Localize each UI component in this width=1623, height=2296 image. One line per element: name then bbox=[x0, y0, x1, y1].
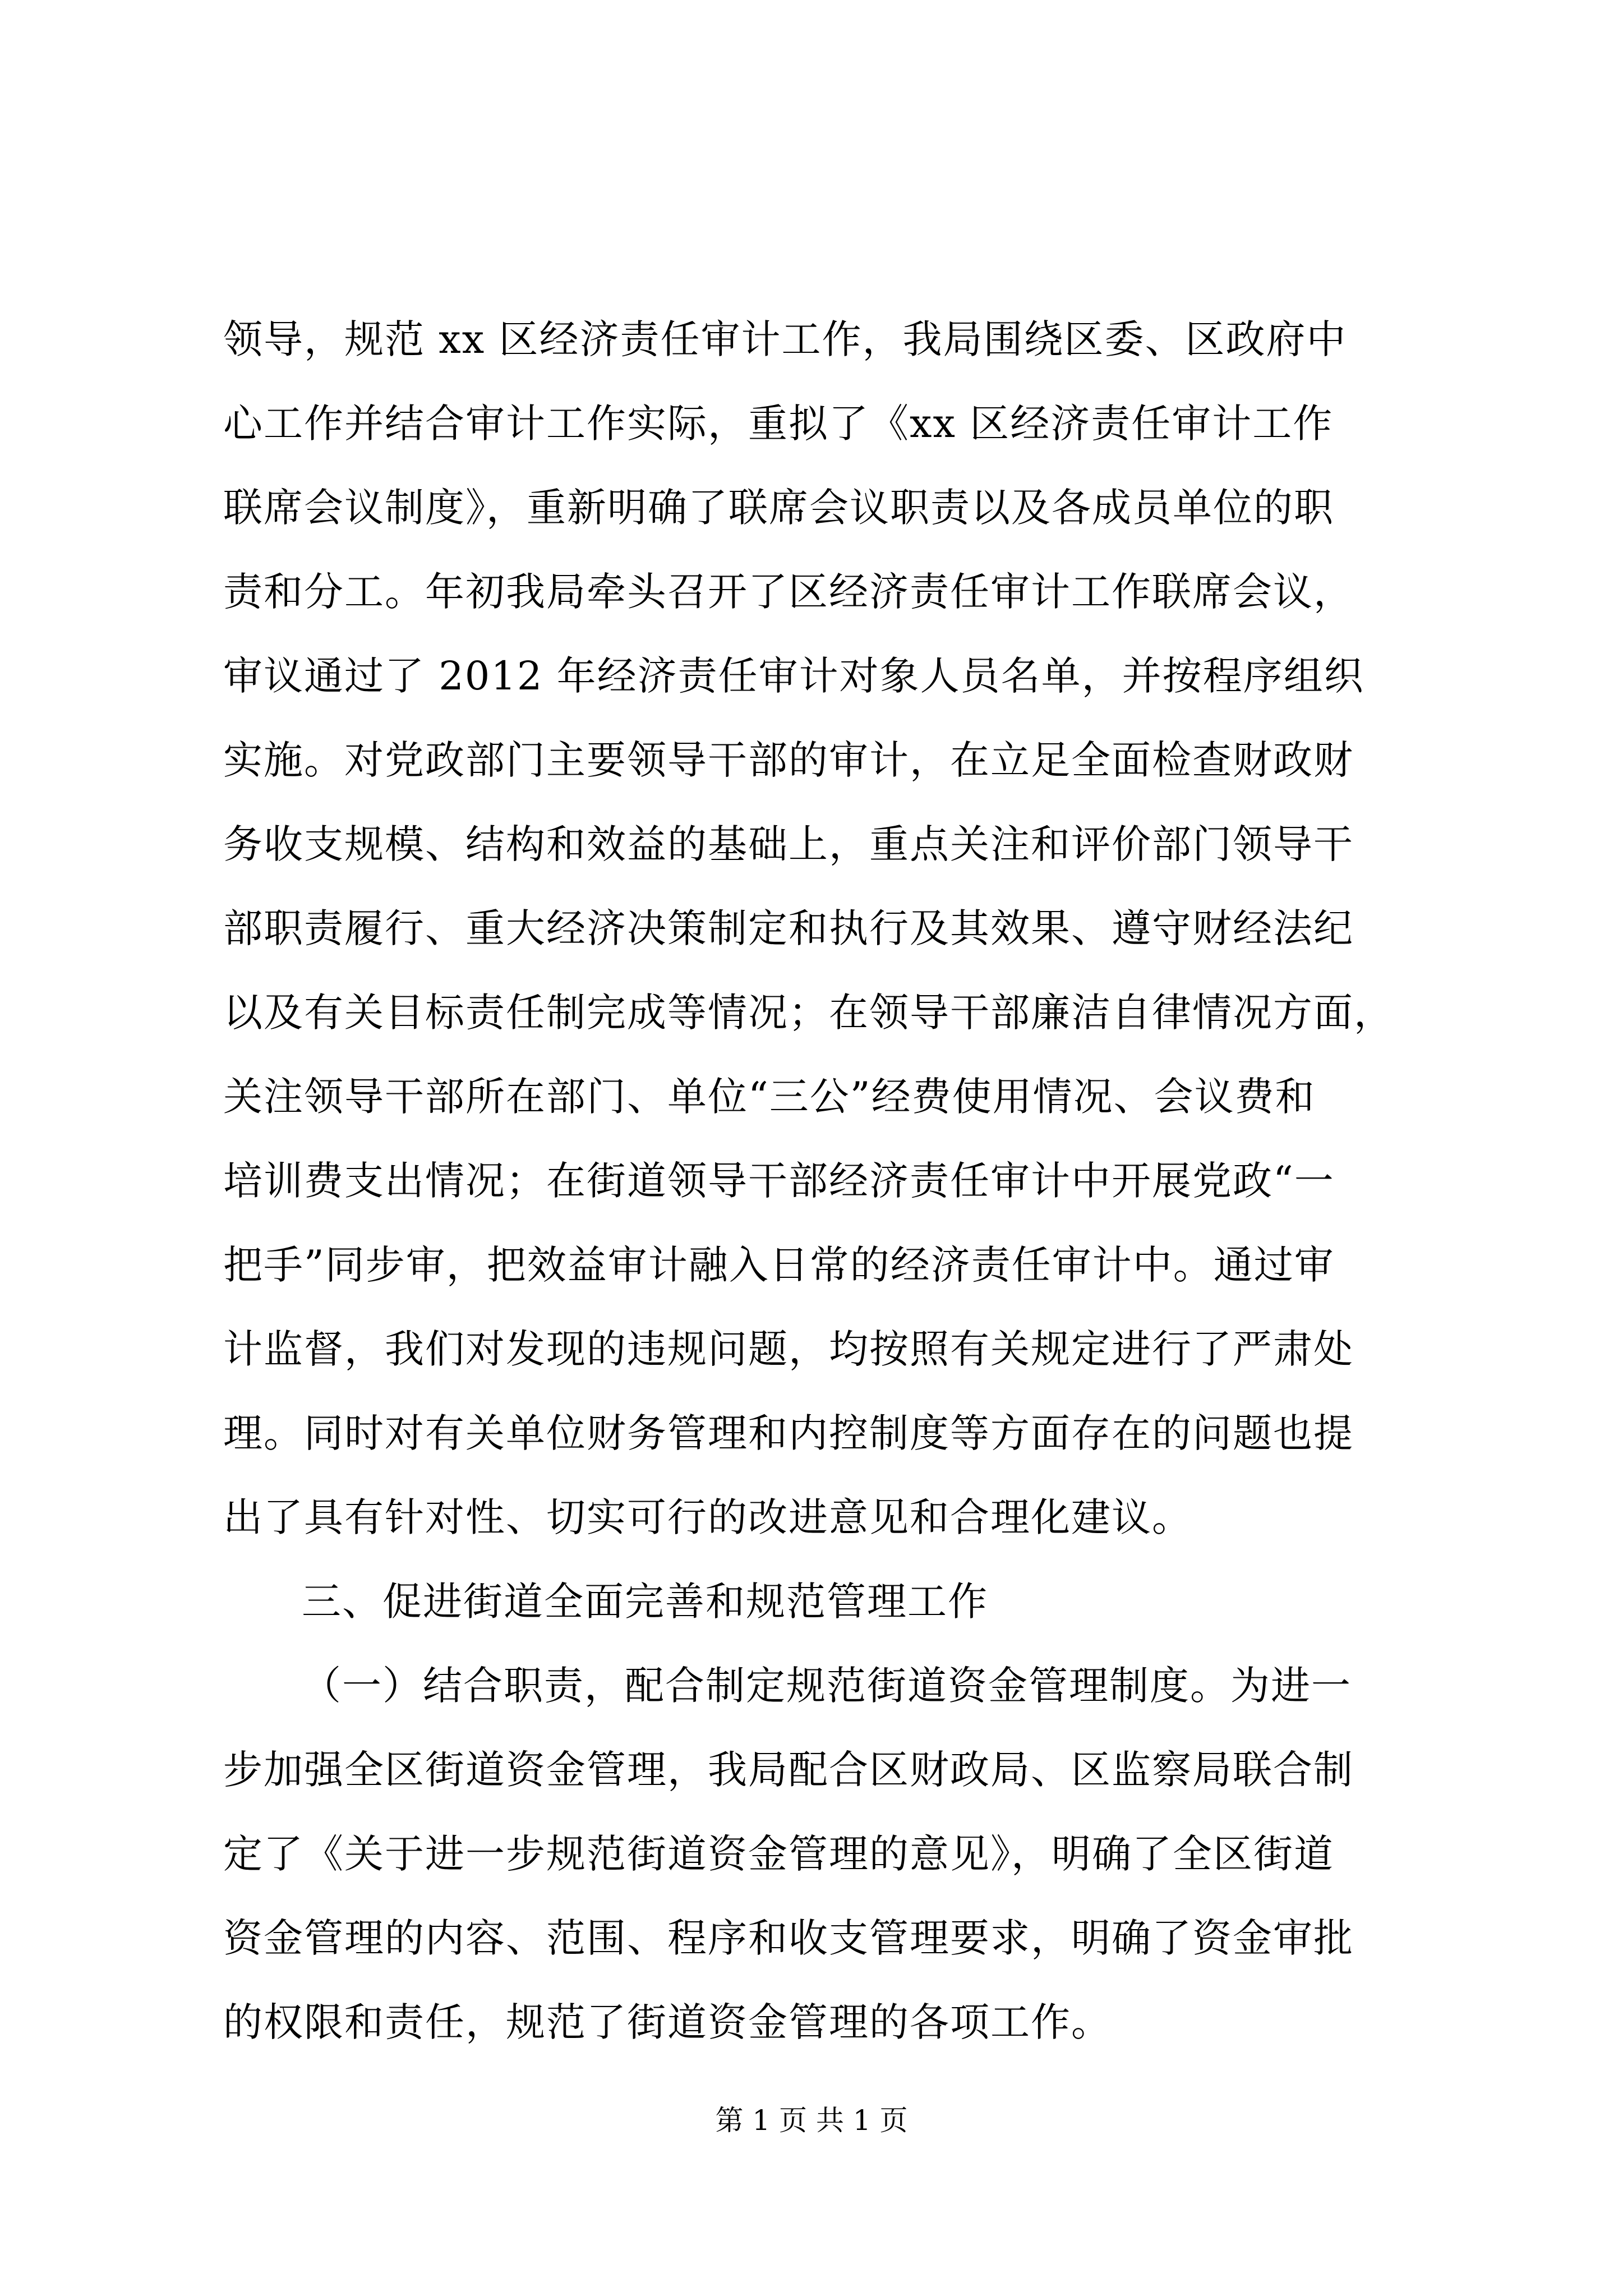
text-line: 计监督，我们对发现的违规问题，均按照有关规定进行了严肃处 bbox=[223, 1326, 1354, 1372]
text-line: 心工作并结合审计工作实际，重拟了《xx 区经济责任审计工作 bbox=[223, 401, 1334, 447]
text-line: 联席会议制度》，重新明确了联席会议职责以及各成员单位的职 bbox=[223, 485, 1334, 531]
page-footer: 第 1 页 共 1 页 bbox=[715, 2104, 908, 2137]
text-line: 的权限和责任，规范了街道资金管理的各项工作。 bbox=[223, 1999, 1112, 2045]
text-line: 以及有关目标责任制完成等情况；在领导干部廉洁自律情况方面， bbox=[223, 990, 1394, 1036]
text-line: 步加强全区街道资金管理，我局配合区财政局、区监察局联合制 bbox=[223, 1747, 1354, 1793]
text-line: 实施。对党政部门主要领导干部的审计，在立足全面检查财政财 bbox=[223, 737, 1354, 783]
text-line: 定了《关于进一步规范街道资金管理的意见》，明确了全区街道 bbox=[223, 1831, 1334, 1877]
text-line: 领导，规范 xx 区经济责任审计工作，我局围绕区委、区政府中 bbox=[223, 316, 1347, 362]
section-heading: 三、促进街道全面完善和规范管理工作 bbox=[302, 1579, 988, 1625]
document-body bbox=[223, 297, 1423, 2064]
text-line: 审议通过了 2012 年经济责任审计对象人员名单，并按程序组织 bbox=[223, 653, 1364, 699]
text-line: 理。同时对有关单位财务管理和内控制度等方面存在的问题也提 bbox=[223, 1410, 1354, 1456]
text-line: 出了具有针对性、切实可行的改进意见和合理化建议。 bbox=[223, 1494, 1192, 1540]
subsection-heading: （一）结合职责，配合制定规范街道资金管理制度。为进一 bbox=[302, 1663, 1352, 1709]
text-line: 务收支规模、结构和效益的基础上，重点关注和评价部门领导干 bbox=[223, 821, 1354, 867]
text-line: 资金管理的内容、范围、程序和收支管理要求，明确了资金审批 bbox=[223, 1915, 1354, 1961]
text-line: 部职责履行、重大经济决策制定和执行及其效果、遵守财经法纪 bbox=[223, 905, 1354, 951]
text-line: 培训费支出情况；在街道领导干部经济责任审计中开展党政“一 bbox=[223, 1158, 1335, 1204]
text-line: 责和分工。年初我局牵头召开了区经济责任审计工作联席会议， bbox=[223, 569, 1354, 615]
text-line: 关注领导干部所在部门、单位“三公”经费使用情况、会议费和 bbox=[223, 1074, 1316, 1120]
text-line: 把手”同步审，把效益审计融入日常的经济责任审计中。通过审 bbox=[223, 1242, 1335, 1288]
